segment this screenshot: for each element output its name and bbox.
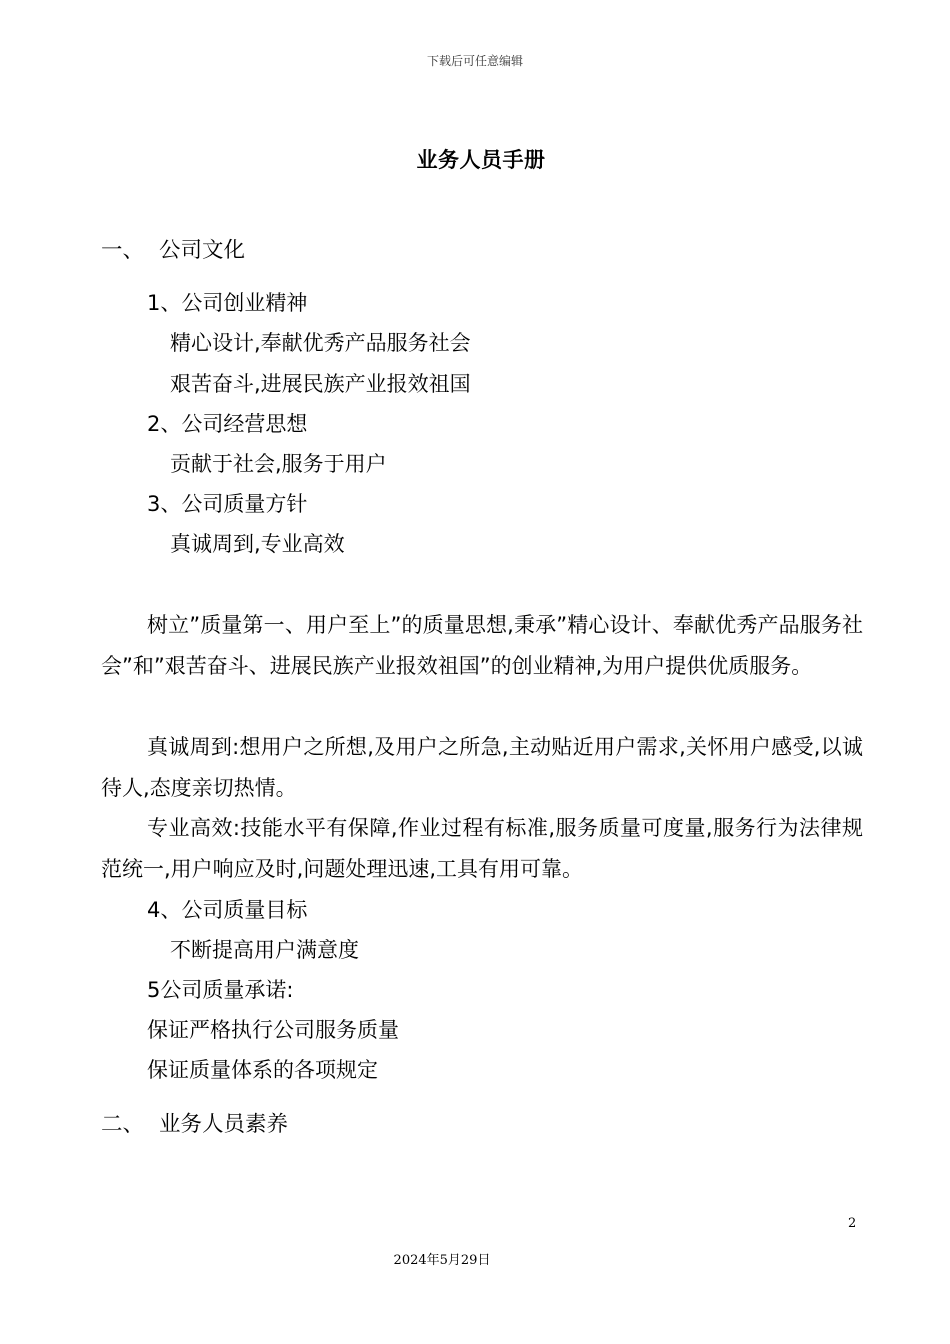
section-1-title: 公司文化 bbox=[159, 238, 246, 263]
item-2-line-1: 贡献于社会,服务于用户 bbox=[170, 452, 387, 476]
item-1-line-2: 艰苦奋斗,进展民族产业报效祖国 bbox=[170, 372, 471, 396]
item-4-line-1: 不断提高用户满意度 bbox=[170, 938, 359, 962]
item-5-label: 5公司质量承诺: bbox=[147, 978, 294, 1002]
item-5-line-2: 保证质量体系的各项规定 bbox=[147, 1058, 378, 1082]
footer-date: 2024年5月29日 bbox=[393, 1253, 491, 1268]
paragraph-quality-thinking: 树立”质量第一、用户至上”的质量思想,秉承”精心设计、奉献优秀产品服务社会”和”艰苦奋斗、进展民族产业报效祖国”的创业精神,为用户提供优质服务。 bbox=[101, 613, 863, 678]
page-number: 2 bbox=[848, 1216, 857, 1231]
document-title: 业务人员手册 bbox=[416, 148, 546, 172]
item-4-label: 4、公司质量目标 bbox=[147, 898, 308, 922]
header-note: 下载后可任意编辑 bbox=[426, 54, 523, 68]
section-2-heading bbox=[101, 1112, 288, 1138]
item-1-label: 1、公司创业精神 bbox=[147, 291, 308, 315]
item-2-label: 2、公司经营思想 bbox=[147, 412, 308, 436]
item-3-label: 3、公司质量方针 bbox=[147, 492, 308, 516]
section-1-number: 一、 bbox=[101, 238, 145, 263]
item-5-line-1: 保证严格执行公司服务质量 bbox=[147, 1018, 399, 1042]
paragraph-sincere-service: 真诚周到:想用户之所想,及用户之所急,主动贴近用户需求,关怀用户感受,以诚待人,态度亲切热情。 bbox=[101, 735, 863, 800]
item-1-line-1: 精心设计,奉献优秀产品服务社会 bbox=[170, 331, 471, 355]
item-3-line-1: 真诚周到,专业高效 bbox=[170, 532, 345, 556]
paragraph-professional-efficiency: 专业高效:技能水平有保障,作业过程有标准,服务质量可度量,服务行为法律规范统一,用户响应及时,问题处理迅速,工具有用可靠。 bbox=[101, 816, 863, 881]
section-2-title: 业务人员素养 bbox=[159, 1112, 289, 1137]
section-2-number: 二、 bbox=[101, 1112, 145, 1137]
section-1-heading bbox=[101, 238, 245, 264]
